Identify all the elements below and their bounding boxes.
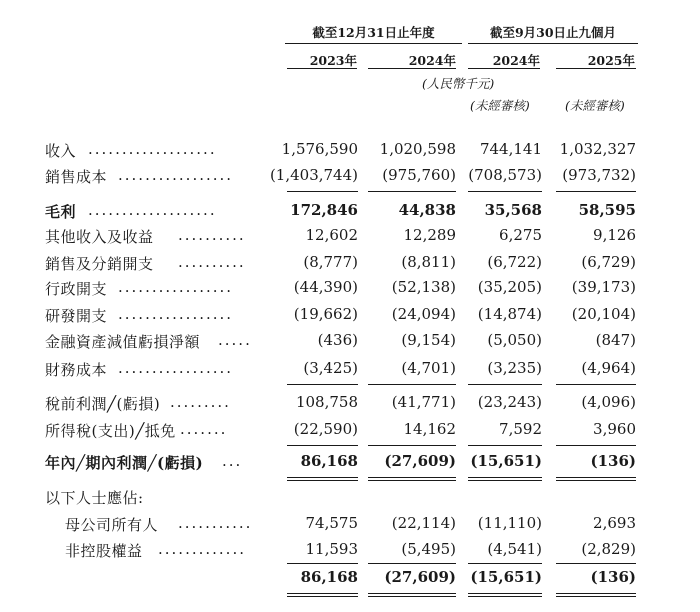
total-double-rule — [468, 596, 542, 597]
row-value: 1,020,598 — [379, 140, 456, 158]
unaudited-note-2: (未經審核) — [565, 98, 625, 113]
row-value: (15,651) — [470, 568, 542, 586]
row-value: (14,874) — [477, 305, 542, 323]
row-value: (5,495) — [401, 540, 456, 558]
row-value: 86,168 — [300, 452, 358, 470]
row-value: (52,138) — [391, 278, 456, 296]
row-label: 所得稅(支出)╱抵免 — [45, 422, 176, 440]
row-label: 其他收入及收益 — [45, 228, 154, 246]
subtotal-rule — [468, 191, 542, 192]
leader-dots: ................. — [118, 305, 234, 323]
leader-dots: ....... — [180, 420, 228, 438]
row-label: 以下人士應佔: — [45, 489, 144, 507]
row-value: (8,777) — [303, 253, 358, 271]
table-row — [0, 452, 700, 474]
year-2025: 2025年 — [587, 53, 635, 68]
row-value: 7,592 — [499, 420, 542, 438]
total-double-rule — [468, 477, 542, 478]
row-value: (8,811) — [401, 253, 456, 271]
table-row — [0, 568, 700, 590]
table-row — [0, 487, 700, 509]
row-value: 172,846 — [290, 201, 358, 219]
table-row — [0, 140, 700, 162]
leader-dots: ................. — [118, 278, 234, 296]
row-value: 86,168 — [300, 568, 358, 586]
leader-dots: ..... — [218, 331, 252, 349]
total-double-rule — [556, 593, 636, 594]
year-2024a: 2024年 — [408, 53, 456, 68]
subtotal-rule — [368, 384, 456, 385]
subtotal-rule — [556, 384, 636, 385]
subtotal-rule — [368, 563, 456, 564]
row-value: (15,651) — [470, 452, 542, 470]
leader-dots: ................. — [118, 359, 234, 377]
total-double-rule — [368, 477, 456, 478]
subtotal-rule — [468, 563, 542, 564]
table-row — [0, 226, 700, 248]
table-row — [0, 393, 700, 415]
total-double-rule — [287, 593, 358, 594]
row-value: 3,960 — [593, 420, 636, 438]
subtotal-rule — [368, 445, 456, 446]
year-2023: 2023年 — [309, 53, 357, 68]
row-value: (39,173) — [571, 278, 636, 296]
row-value: 1,032,327 — [559, 140, 636, 158]
subtotal-rule — [287, 384, 358, 385]
row-value: 35,568 — [484, 201, 542, 219]
row-value: (6,722) — [487, 253, 542, 271]
row-value: (6,729) — [581, 253, 636, 271]
row-value: (27,609) — [384, 568, 456, 586]
row-label: 毛利 — [45, 203, 77, 221]
subtotal-rule — [368, 191, 456, 192]
table-row — [0, 278, 700, 300]
row-label: 母公司所有人 — [65, 516, 159, 534]
row-value: (4,541) — [487, 540, 542, 558]
row-value: (5,050) — [487, 331, 542, 349]
leader-dots: ................... — [88, 140, 217, 158]
table-row — [0, 359, 700, 381]
table-row — [0, 166, 700, 188]
subtotal-rule — [287, 191, 358, 192]
row-value: 12,289 — [403, 226, 456, 244]
header-rule-annual — [285, 43, 462, 44]
row-value: (4,096) — [581, 393, 636, 411]
row-value: (4,964) — [581, 359, 636, 377]
table-row — [0, 201, 700, 223]
total-double-rule — [368, 593, 456, 594]
row-label: 收入 — [45, 142, 77, 160]
year-rule-1 — [287, 68, 357, 69]
row-value: 58,595 — [578, 201, 636, 219]
table-row — [0, 540, 700, 562]
row-value: (975,760) — [382, 166, 456, 184]
table-row — [0, 420, 700, 442]
total-double-rule — [287, 477, 358, 478]
leader-dots: ... — [222, 452, 243, 470]
table-row — [0, 253, 700, 275]
row-value: (27,609) — [384, 452, 456, 470]
row-value: (23,243) — [477, 393, 542, 411]
row-value: 108,758 — [295, 393, 358, 411]
subtotal-rule — [556, 563, 636, 564]
row-label: 稅前利潤╱(虧損) — [45, 395, 161, 413]
header-rule-nine-months — [468, 43, 638, 44]
total-double-rule — [368, 596, 456, 597]
row-label: 銷售及分銷開支 — [45, 255, 154, 273]
leader-dots: .......... — [178, 253, 246, 271]
subtotal-rule — [556, 445, 636, 446]
header-group-annual: 截至12月31日止年度 — [312, 25, 435, 40]
leader-dots: ........... — [178, 514, 253, 532]
total-double-rule — [468, 480, 542, 481]
row-value: 11,593 — [305, 540, 358, 558]
row-value: (708,573) — [468, 166, 542, 184]
row-value: (4,701) — [401, 359, 456, 377]
row-label: 行政開支 — [45, 280, 108, 298]
total-double-rule — [556, 596, 636, 597]
row-value: (11,110) — [477, 514, 542, 532]
row-value: (1,403,744) — [269, 166, 358, 184]
row-value: (41,771) — [391, 393, 456, 411]
total-double-rule — [556, 477, 636, 478]
row-value: 12,602 — [305, 226, 358, 244]
table-row — [0, 331, 700, 353]
total-double-rule — [468, 593, 542, 594]
total-double-rule — [287, 596, 358, 597]
leader-dots: ......... — [170, 393, 231, 411]
row-label: 非控股權益 — [65, 542, 143, 560]
table-row — [0, 514, 700, 536]
table-row — [0, 305, 700, 327]
subtotal-rule — [287, 563, 358, 564]
row-label: 年內╱期內利潤╱(虧損) — [45, 454, 204, 472]
row-label: 研發開支 — [45, 307, 108, 325]
row-label: 金融資產減值虧損淨額 — [45, 333, 201, 351]
row-label: 財務成本 — [45, 361, 108, 379]
row-value: 6,275 — [499, 226, 542, 244]
row-value: 44,838 — [398, 201, 456, 219]
leader-dots: .......... — [178, 226, 246, 244]
leader-dots: ................... — [88, 201, 217, 219]
year-rule-3 — [468, 68, 540, 69]
row-value: (436) — [317, 331, 358, 349]
row-value: (22,590) — [293, 420, 358, 438]
year-2024b: 2024年 — [492, 53, 540, 68]
row-value: (2,829) — [581, 540, 636, 558]
leader-dots: ................. — [118, 166, 234, 184]
leader-dots: ............. — [158, 540, 246, 558]
row-value: 744,141 — [479, 140, 542, 158]
total-double-rule — [287, 480, 358, 481]
unaudited-note-1: (未經審核) — [470, 98, 530, 113]
row-value: (19,662) — [293, 305, 358, 323]
row-value: (35,205) — [477, 278, 542, 296]
row-value: (973,732) — [562, 166, 636, 184]
year-rule-4 — [556, 68, 636, 69]
row-value: (136) — [590, 568, 636, 586]
row-label: 銷售成本 — [45, 168, 108, 186]
subtotal-rule — [287, 445, 358, 446]
header-group-nine-months: 截至9月30日止九個月 — [489, 25, 617, 40]
row-value: 74,575 — [305, 514, 358, 532]
row-value: (22,114) — [391, 514, 456, 532]
row-value: (44,390) — [293, 278, 358, 296]
unit-note: (人民幣千元) — [422, 76, 495, 91]
total-double-rule — [368, 480, 456, 481]
row-value: (847) — [595, 331, 636, 349]
year-rule-2 — [368, 68, 456, 69]
subtotal-rule — [468, 445, 542, 446]
row-value: (3,425) — [303, 359, 358, 377]
row-value: 2,693 — [593, 514, 636, 532]
row-value: 1,576,590 — [281, 140, 358, 158]
total-double-rule — [556, 480, 636, 481]
row-value: (136) — [590, 452, 636, 470]
subtotal-rule — [556, 191, 636, 192]
row-value: (9,154) — [401, 331, 456, 349]
row-value: (20,104) — [571, 305, 636, 323]
row-value: 9,126 — [593, 226, 636, 244]
row-value: (3,235) — [487, 359, 542, 377]
subtotal-rule — [468, 384, 542, 385]
row-value: (24,094) — [391, 305, 456, 323]
row-value: 14,162 — [403, 420, 456, 438]
